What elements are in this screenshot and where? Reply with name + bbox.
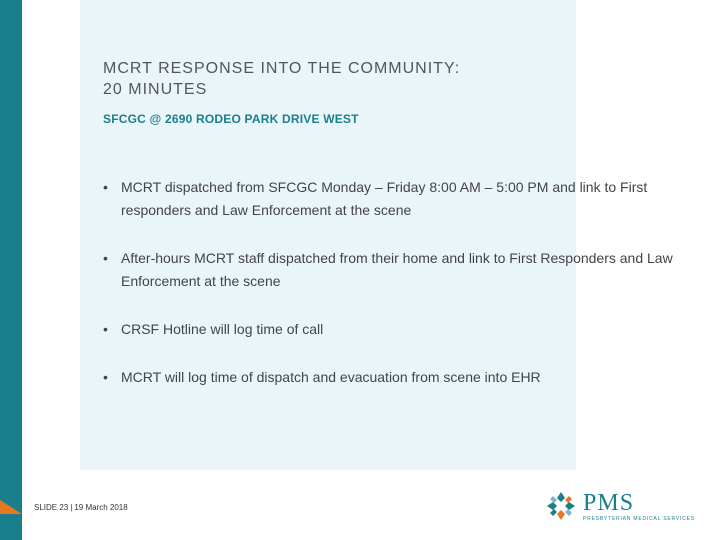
bullet-icon: • <box>103 250 108 266</box>
bullet-item <box>103 247 693 293</box>
bullet-text: MCRT dispatched from SFCGC Monday – Friday 8:00 AM – 5:00 PM and link to First responders and Law Enforcement at the scene <box>121 179 648 218</box>
slide-title-line-1: MCRT RESPONSE INTO THE COMMUNITY: <box>103 60 461 77</box>
slide-title <box>103 58 573 100</box>
bullet-list <box>103 176 693 414</box>
slide-subtitle: SFCGC @ 2690 RODEO PARK DRIVE WEST <box>103 112 359 126</box>
bullet-text: MCRT will log time of dispatch and evacuation from scene into EHR <box>121 369 541 385</box>
bullet-item <box>103 176 693 222</box>
left-accent-bar <box>0 0 22 540</box>
bullet-item <box>103 318 693 341</box>
logo-name: PMS <box>583 490 635 516</box>
pms-logo <box>545 488 705 524</box>
bullet-icon: • <box>103 369 108 385</box>
slide-footer <box>34 503 128 512</box>
bullet-icon: • <box>103 321 108 337</box>
slide-date: 19 March 2018 <box>74 503 128 512</box>
bullet-item <box>103 366 693 389</box>
bullet-text: After-hours MCRT staff dispatched from their home and link to First Responders and Law Enforcement at the scene <box>121 250 673 289</box>
logo-tagline: PRESBYTERIAN MEDICAL SERVICES <box>583 516 695 522</box>
bullet-text: CRSF Hotline will log time of call <box>121 321 324 337</box>
left-accent-tail <box>0 500 22 514</box>
footer-separator: | <box>70 503 73 512</box>
bullet-icon: • <box>103 179 108 195</box>
slide-title-line-2: 20 MINUTES <box>103 81 208 98</box>
slide-number: SLIDE 23 <box>34 503 69 512</box>
pms-flower-icon <box>545 490 577 522</box>
